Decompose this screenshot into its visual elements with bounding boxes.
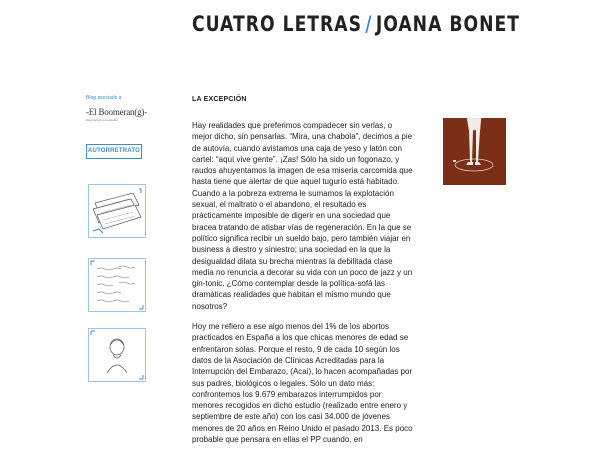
site-title-left: CUATRO LETRAS bbox=[192, 12, 362, 36]
article-illustration bbox=[443, 118, 506, 185]
article-title: LA EXCEPCIÓN bbox=[192, 96, 247, 103]
blog-label: Blog asociado a bbox=[86, 95, 122, 101]
manuscript-sketch-icon bbox=[89, 259, 145, 311]
papers-sketch-icon bbox=[89, 185, 145, 237]
sidebar-thumbnail-manuscript[interactable] bbox=[88, 258, 146, 312]
boomeran-logo: -El Boomeran(g)- bbox=[86, 107, 148, 117]
standing-figure-illustration-icon bbox=[443, 118, 506, 185]
site-title[interactable] bbox=[192, 12, 520, 36]
autorretrato-link[interactable] bbox=[86, 144, 142, 159]
site-title-separator: / bbox=[365, 12, 373, 36]
sidebar-thumbnail-papers[interactable] bbox=[88, 184, 146, 238]
autorretrato-label: AUTORRETRATO bbox=[87, 148, 141, 154]
sidebar bbox=[86, 95, 156, 159]
article-paragraph-2: Hoy me refiero a ese algo menos del 1% de los abortos practicados en España a los que chicas menores de edad se enfrentaron solas. Porque el resto, 9 de cada 10 según los datos de la Asociación de Clínicas Acreditadas para la Interrupción del Embarazo, (Acai), lo hacen acompañadas por sus padres, biológicos o legales. Sólo un dato más: confrontemos los 9.679 embarazos interrumpidos por menores recogidos en dicho estudio (realizado entre enero y septiembre de este año) con los casi 34.000 de jóvenes menores de 20 años en Reino Unido el pasado 2013. Es poco probable que pensara en ellas el PP cuando, en bbox=[192, 322, 413, 445]
article-paragraph-1: Hay realidades que preferimos compadecer sin verlas, o mejor dicho, sin pensarlas. “Mira, una chabola”, decimos a pie de autovía, cuando avistamos una caja de yeso y latón con cartel: “aquí vive gente”. ¡Zas! Sólo ha sido un fogonazo, y raudos ahuyentamos la imagen de esa miseria carcomida que hasta tiene que alertar de que aquel tugurio está habitado. Cuando a la pobreza extrema le sumamos la explotación sexual, el maltrato o el abandono, el resultado es prácticamente imposible de digerir en una sociedad que bracea tratando de atisbar vías de regeneración. En la que se político significa recibir un sueldo bajo, pero también viajar en business a diestro y siniestro; una sociedad en la que la desigualdad dilata su brecha mientras la debilitada clase media no renuncia a decorar su vida con un poco de jazz y un gin-tonic. ¿Cómo contemplar desde la política-sofá las dramáticas realidades que habitan el mismo mundo que nosotros? bbox=[192, 121, 413, 311]
site-title-right: JOANA BONET bbox=[375, 12, 520, 36]
sidebar-thumbnail-portrait[interactable] bbox=[88, 328, 146, 382]
boomeran-logo-link[interactable] bbox=[86, 107, 156, 122]
portrait-sketch-icon bbox=[89, 329, 145, 381]
boomeran-tagline: blog literario en español bbox=[86, 118, 118, 122]
article bbox=[192, 96, 414, 454]
